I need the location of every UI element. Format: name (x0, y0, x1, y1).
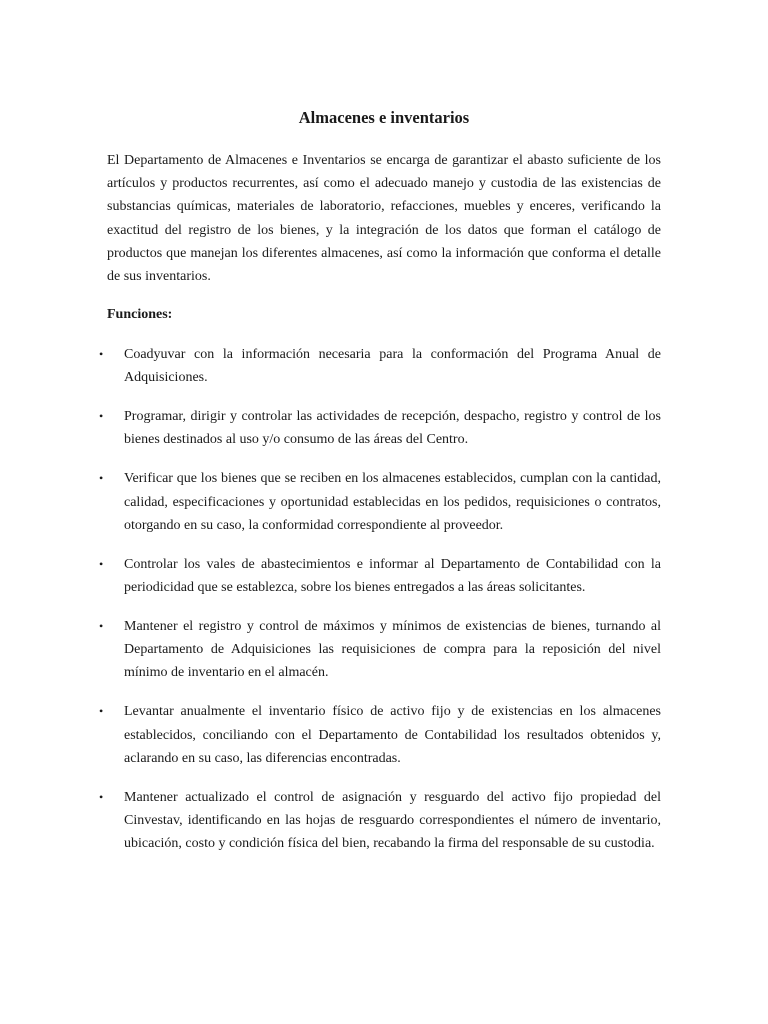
function-item (0, 786, 661, 856)
function-text: Mantener el registro y control de máximos y mínimos de existencias de bienes, turnando al Departamento de Adquisiciones las requisiciones de compra para la reposición del nivel mínimo de inventario en el almacén. (124, 619, 661, 681)
bullet-icon: • (99, 471, 104, 486)
function-text: Mantener actualizado el control de asignación y resguardo del activo fijo propiedad del Cinvestav, identificando en las hojas de resguardo correspondientes el número de inventario, ubicación, costo y condición física del bien, recabando la firma del responsable de su custodia. (124, 789, 661, 852)
functions-heading: Funciones: (107, 307, 173, 322)
bullet-icon: • (99, 789, 104, 804)
function-item (0, 700, 661, 770)
function-item (0, 405, 661, 451)
functions-list (0, 343, 768, 871)
bullet-icon: • (99, 347, 104, 361)
function-text: Programar, dirigir y controlar las actividades de recepción, despacho, registro y control de los bienes destinados al uso y/o consumo de las áreas del Centro. (124, 409, 661, 448)
function-item (0, 343, 661, 389)
function-text: Controlar los vales de abastecimientos e informar al Departamento de Contabilidad con la periodicidad que se establezca, sobre los bienes entregados a las áreas solicitantes. (124, 556, 661, 596)
bullet-icon: • (99, 409, 104, 424)
bullet-icon: • (99, 704, 104, 719)
page-title: Almacenes e inventarios (298, 108, 470, 127)
function-item (0, 553, 661, 599)
function-text: Levantar anualmente el inventario físico de activo fijo y de existencias en los almacenes establecidos, conciliando con el Departamento de Contabilidad los resultados obtenidos y, aclarando en su caso, las diferencias encontradas. (124, 704, 661, 766)
function-text: Verificar que los bienes que se reciben en los almacenes establecidos, cumplan con la cantidad, calidad, especificaciones y oportunidad establecidas en los pedidos, requisiciones o contratos, otorgando en su caso, la conformidad correspondiente al proveedor. (124, 471, 661, 533)
bullet-icon: • (99, 619, 104, 634)
function-item (0, 615, 661, 685)
function-item (0, 467, 661, 537)
bullet-icon: • (99, 556, 104, 571)
function-text: Coadyuvar con la información necesaria para la conformación del Programa Anual de Adquisiciones. (124, 347, 661, 386)
intro-paragraph: El Departamento de Almacenes e Inventarios se encarga de garantizar el abasto suficiente de los artículos y productos recurrentes, así como el adecuado manejo y custodia de las existencias de substancias químicas, materiales de laboratorio, refacciones, muebles y enceres, verificando la exactitud del registro de los bienes, y la integración de los datos que forman el catálogo de productos que manejan los diferentes almacenes, así como la información que conforma el detalle de sus inventarios. (107, 153, 661, 285)
